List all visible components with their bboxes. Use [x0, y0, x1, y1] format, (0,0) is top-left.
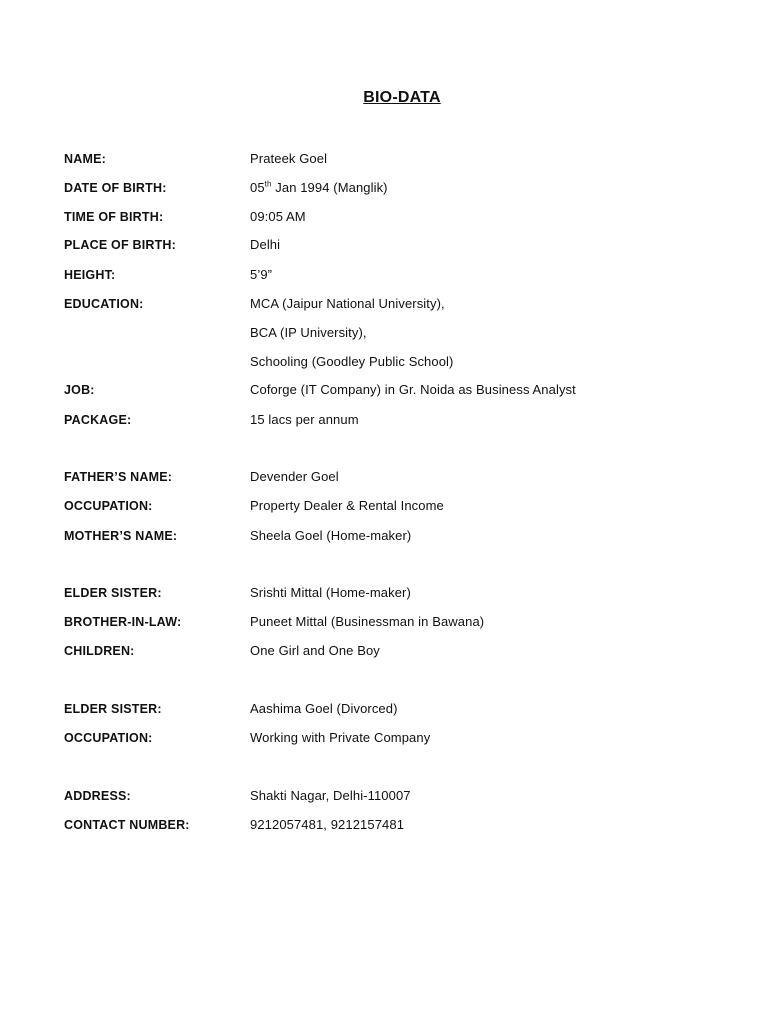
- field-value: [250, 178, 388, 198]
- field-label: ELDER SISTER:: [64, 586, 162, 600]
- field-row-education-cont: [64, 323, 704, 343]
- field-row-education-cont: [64, 352, 704, 372]
- field-value: Srishti Mittal (Home-maker): [250, 585, 411, 600]
- field-value: Delhi: [250, 237, 281, 252]
- field-label: EDUCATION:: [64, 297, 144, 311]
- field-label: MOTHER’S NAME:: [64, 529, 178, 543]
- field-row-date-of-birth: [64, 178, 704, 198]
- field-label: TIME OF BIRTH:: [64, 210, 164, 224]
- field-row-education: [64, 294, 704, 314]
- field-row-place-of-birth: [64, 235, 704, 255]
- field-value: 9212057481, 9212157481: [250, 817, 405, 832]
- field-row-fathers-name: [64, 467, 704, 487]
- dob-day-suffix: th: [264, 179, 272, 189]
- field-label: DATE OF BIRTH:: [64, 181, 167, 195]
- field-value: Aashima Goel (Divorced): [250, 701, 398, 716]
- dob-day: 05: [250, 180, 265, 195]
- field-value: One Girl and One Boy: [250, 643, 380, 658]
- field-value: Puneet Mittal (Businessman in Bawana): [250, 614, 485, 629]
- field-row-name: [64, 149, 704, 169]
- field-row-time-of-birth: [64, 207, 704, 227]
- field-value: Schooling (Goodley Public School): [250, 354, 454, 369]
- field-label: NAME:: [64, 152, 106, 166]
- field-row-package: [64, 410, 704, 430]
- field-value: Devender Goel: [250, 469, 339, 484]
- field-value: Sheela Goel (Home-maker): [250, 528, 412, 543]
- field-value: Prateek Goel: [250, 151, 328, 166]
- dob-rest: Jan 1994 (Manglik): [271, 180, 388, 195]
- field-label: FATHER’S NAME:: [64, 470, 173, 484]
- field-label: JOB:: [64, 383, 95, 397]
- field-label: HEIGHT:: [64, 268, 116, 282]
- field-row-mothers-name: [64, 526, 704, 546]
- field-value: BCA (IP University),: [250, 325, 367, 340]
- field-label: PLACE OF BIRTH:: [64, 238, 177, 252]
- field-value: Coforge (IT Company) in Gr. Noida as Business Analyst: [250, 382, 576, 397]
- field-row-father-occupation: [64, 496, 704, 516]
- field-row-sister-occupation: [64, 728, 704, 748]
- field-value: Working with Private Company: [250, 730, 431, 745]
- field-value: 5’9”: [250, 267, 273, 282]
- field-row-job: [64, 380, 704, 400]
- field-label: BROTHER-IN-LAW:: [64, 615, 182, 629]
- field-value: Shakti Nagar, Delhi-110007: [250, 788, 411, 803]
- field-label: PACKAGE:: [64, 413, 132, 427]
- field-label: ADDRESS:: [64, 789, 131, 803]
- field-label: CONTACT NUMBER:: [64, 818, 190, 832]
- field-row-contact-number: [64, 815, 704, 835]
- field-value: Property Dealer & Rental Income: [250, 498, 444, 513]
- field-row-elder-sister: [64, 583, 704, 603]
- field-row-height: [64, 265, 704, 285]
- field-value: 09:05 AM: [250, 209, 306, 224]
- document-title: BIO-DATA: [363, 89, 441, 106]
- field-value: 15 lacs per annum: [250, 412, 359, 427]
- field-value: MCA (Jaipur National University),: [250, 296, 445, 311]
- field-row-elder-sister-2: [64, 699, 704, 719]
- field-label: OCCUPATION:: [64, 731, 153, 745]
- field-label: ELDER SISTER:: [64, 702, 162, 716]
- field-row-children: [64, 641, 704, 661]
- field-label: OCCUPATION:: [64, 499, 153, 513]
- field-label: CHILDREN:: [64, 644, 135, 658]
- field-row-brother-in-law: [64, 612, 704, 632]
- field-row-address: [64, 786, 704, 806]
